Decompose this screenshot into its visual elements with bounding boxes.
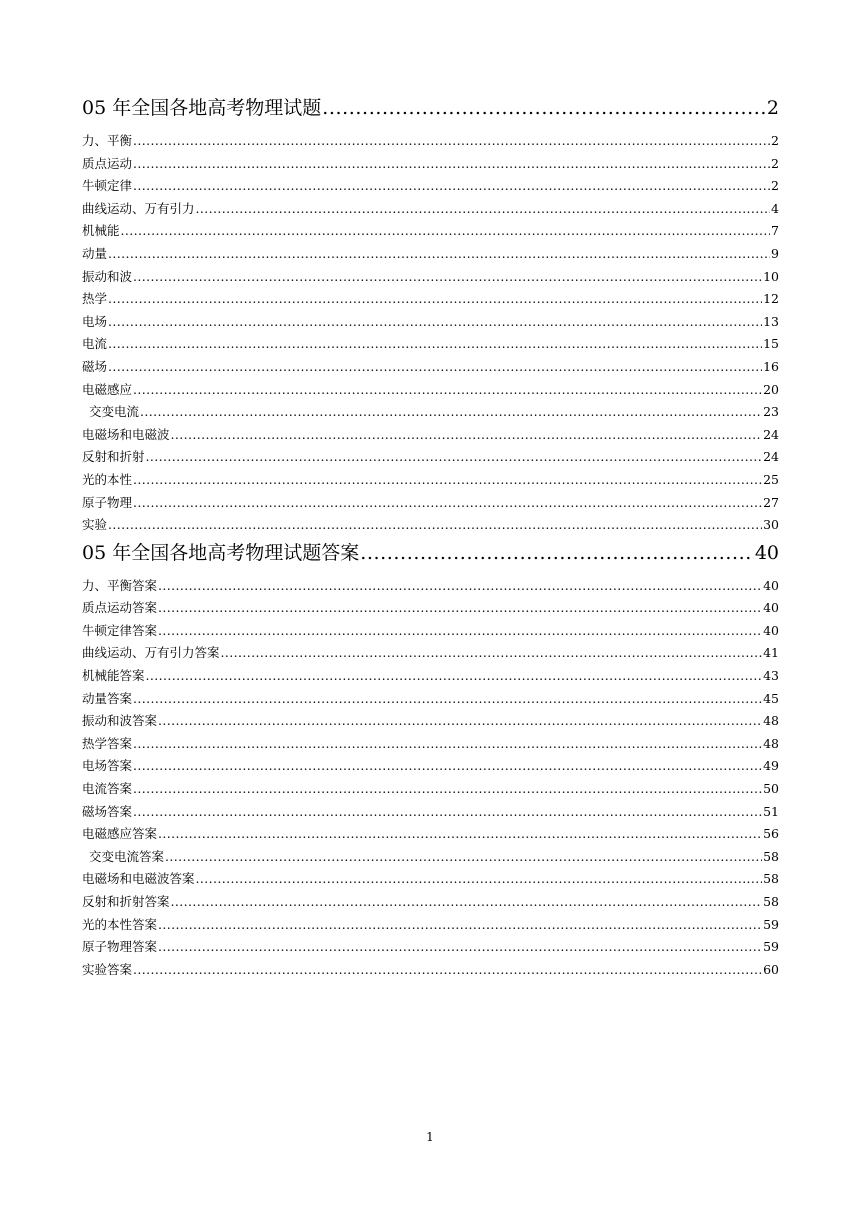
- dot-leader: [171, 891, 763, 913]
- toc-entry[interactable]: [82, 846, 779, 869]
- toc-entry-label: 力、平衡: [82, 133, 133, 148]
- dot-leader: [133, 492, 762, 514]
- dot-leader: [146, 446, 763, 468]
- toc-entry[interactable]: [82, 288, 779, 311]
- toc-entry-page: 16: [763, 358, 779, 374]
- dot-leader: [140, 401, 762, 423]
- toc-entry-page: 27: [763, 494, 779, 510]
- toc-entry-label: 磁场: [82, 358, 108, 374]
- dot-leader: [133, 130, 770, 152]
- toc-entry-page: 41: [763, 645, 779, 661]
- toc-entry[interactable]: [82, 801, 779, 824]
- dot-leader: [133, 379, 762, 401]
- toc-heading-title: 05 年全国各地高考物理试题答案: [82, 541, 360, 564]
- toc-heading-page: 2: [766, 97, 779, 119]
- dot-leader: [133, 469, 762, 491]
- toc-entry-page: 40: [763, 577, 779, 593]
- toc-entry[interactable]: [82, 642, 779, 665]
- dot-leader: [196, 868, 763, 890]
- toc-heading[interactable]: [82, 92, 779, 130]
- toc-entry-page: 40: [763, 600, 779, 616]
- toc-entry-page: 58: [763, 848, 779, 864]
- toc-entry-page: 58: [763, 871, 779, 887]
- toc-entry[interactable]: [82, 575, 779, 598]
- toc-entry-label: 振动和波: [82, 268, 133, 284]
- toc-entry-label: 电磁场和电磁波答案: [82, 871, 195, 887]
- toc-entry-page: 23: [763, 404, 779, 420]
- dot-leader: [133, 778, 762, 800]
- toc-entry-page: 58: [763, 894, 779, 909]
- toc-entry-page: 24: [763, 426, 779, 442]
- toc-entry-label: 电流答案: [82, 781, 133, 797]
- toc-entry-page: 13: [763, 313, 779, 329]
- toc-entry[interactable]: [82, 401, 779, 424]
- toc-entry-label: 热学答案: [82, 735, 133, 751]
- toc-entry[interactable]: [82, 153, 779, 176]
- toc-entry[interactable]: [82, 266, 779, 289]
- toc-entry[interactable]: [82, 891, 779, 914]
- dot-leader: [108, 311, 762, 333]
- toc-heading[interactable]: [82, 537, 779, 575]
- toc-entry-page: 59: [763, 939, 779, 955]
- toc-entry[interactable]: [82, 130, 779, 153]
- toc-entry-page: 48: [763, 735, 779, 751]
- toc-entry-label: 实验: [82, 517, 108, 533]
- dot-leader: [158, 823, 762, 845]
- toc-entry-page: 25: [763, 471, 779, 487]
- dot-leader: [158, 710, 762, 732]
- toc-entry-page: 10: [763, 268, 779, 284]
- table-of-contents: [82, 92, 779, 981]
- toc-entry-page: 43: [763, 668, 779, 684]
- toc-entry-label: 牛顿定律答案: [82, 622, 158, 638]
- toc-entry[interactable]: [82, 311, 779, 334]
- toc-entry-page: 2: [771, 133, 779, 148]
- dot-leader: [133, 755, 762, 777]
- toc-entry[interactable]: [82, 514, 779, 537]
- toc-entry[interactable]: [82, 597, 779, 620]
- toc-entry-label: 电磁感应: [82, 381, 133, 397]
- toc-entry-page: 9: [771, 245, 779, 261]
- toc-entry-page: 51: [763, 803, 779, 819]
- toc-entry-page: 56: [763, 826, 779, 842]
- toc-entry-page: 15: [763, 336, 779, 352]
- toc-entry[interactable]: [82, 688, 779, 711]
- dot-leader: [133, 688, 762, 710]
- toc-heading-title: 05 年全国各地高考物理试题: [82, 97, 322, 119]
- dot-leader: [196, 198, 771, 220]
- toc-entry-page: 45: [763, 690, 779, 706]
- toc-entry-label: 磁场答案: [82, 803, 133, 819]
- toc-entry-label: 电场: [82, 313, 108, 329]
- dot-leader: [171, 424, 763, 446]
- dot-leader: [121, 220, 771, 242]
- toc-entry[interactable]: [82, 469, 779, 492]
- toc-entry-label: 质点运动答案: [82, 600, 158, 616]
- dot-leader: [133, 733, 762, 755]
- toc-entry-page: 59: [763, 916, 779, 932]
- toc-entry[interactable]: [82, 959, 779, 982]
- toc-entry-label: 交变电流答案: [89, 848, 165, 864]
- toc-entry-label: 反射和折射: [82, 449, 145, 465]
- toc-entry-label: 力、平衡答案: [82, 577, 158, 593]
- toc-entry-label: 电磁场和电磁波: [82, 426, 170, 442]
- toc-entry-page: 24: [763, 449, 779, 465]
- toc-entry-page: 30: [763, 517, 779, 533]
- toc-heading-page: 40: [754, 541, 779, 564]
- dot-leader: [158, 914, 762, 936]
- toc-entry-label: 实验答案: [82, 961, 133, 977]
- toc-entry-page: 7: [771, 223, 779, 239]
- dot-leader: [108, 356, 762, 378]
- toc-entry-label: 原子物理: [82, 494, 133, 510]
- toc-entry[interactable]: [82, 778, 779, 801]
- toc-entry-label: 原子物理答案: [82, 939, 158, 955]
- dot-leader: [108, 514, 762, 536]
- dot-leader: [158, 620, 762, 642]
- dot-leader: [133, 153, 770, 175]
- page-number: 1: [426, 1130, 434, 1144]
- toc-entry-page: 2: [771, 155, 779, 171]
- dot-leader: [108, 333, 762, 355]
- dot-leader: [108, 288, 762, 310]
- toc-entry[interactable]: [82, 424, 779, 447]
- dot-leader: [158, 597, 762, 619]
- toc-entry[interactable]: [82, 446, 779, 469]
- toc-entry-label: 曲线运动、万有引力答案: [82, 645, 220, 661]
- toc-entry[interactable]: [82, 914, 779, 937]
- toc-entry[interactable]: [82, 356, 779, 379]
- toc-entry-page: 2: [771, 178, 779, 194]
- toc-entry[interactable]: [82, 868, 779, 891]
- toc-entry-page: 40: [763, 622, 779, 638]
- toc-entry[interactable]: [82, 220, 779, 243]
- dot-leader: [133, 801, 762, 823]
- dot-leader: [133, 266, 762, 288]
- toc-entry-label: 动量答案: [82, 690, 133, 706]
- toc-entry-label: 牛顿定律: [82, 178, 133, 194]
- toc-entry-label: 动量: [82, 245, 108, 261]
- toc-entry-label: 电场答案: [82, 758, 133, 774]
- toc-entry-label: 反射和折射答案: [82, 894, 170, 909]
- toc-entry-label: 电流: [82, 336, 108, 352]
- toc-entry[interactable]: [82, 620, 779, 643]
- toc-entry[interactable]: [82, 198, 779, 221]
- toc-entry-label: 机械能: [82, 223, 120, 239]
- toc-entry-label: 机械能答案: [82, 668, 145, 684]
- dot-leader: [133, 175, 770, 197]
- toc-entry[interactable]: [82, 492, 779, 515]
- toc-entry-page: 4: [771, 200, 779, 216]
- toc-entry-page: 20: [763, 381, 779, 397]
- toc-entry[interactable]: [82, 823, 779, 846]
- dot-leader: [133, 959, 762, 981]
- toc-entry-label: 光的本性答案: [82, 916, 158, 932]
- dot-leader: [221, 642, 763, 664]
- toc-entry[interactable]: [82, 733, 779, 756]
- toc-entry-page: 12: [763, 291, 779, 307]
- toc-entry[interactable]: [82, 936, 779, 959]
- toc-entry-label: 振动和波答案: [82, 713, 158, 729]
- toc-entry[interactable]: [82, 333, 779, 356]
- toc-entry[interactable]: [82, 755, 779, 778]
- toc-entry-label: 质点运动: [82, 155, 133, 171]
- dot-leader: [158, 575, 762, 597]
- toc-entry[interactable]: [82, 379, 779, 402]
- toc-entry-page: 50: [763, 781, 779, 797]
- toc-entry[interactable]: [82, 175, 779, 198]
- dot-leader: [322, 92, 766, 124]
- dot-leader: [158, 936, 762, 958]
- toc-entry-page: 48: [763, 713, 779, 729]
- toc-entry[interactable]: [82, 665, 779, 688]
- dot-leader: [165, 846, 762, 868]
- toc-entry-page: 60: [763, 961, 779, 977]
- toc-entry-label: 热学: [82, 291, 108, 307]
- toc-entry[interactable]: [82, 243, 779, 266]
- dot-leader: [360, 537, 754, 569]
- toc-entry-label: 曲线运动、万有引力: [82, 200, 195, 216]
- toc-entry-label: 光的本性: [82, 471, 133, 487]
- dot-leader: [146, 665, 763, 687]
- dot-leader: [108, 243, 770, 265]
- toc-entry-label: 交变电流: [89, 404, 140, 420]
- toc-entry[interactable]: [82, 710, 779, 733]
- toc-entry-label: 电磁感应答案: [82, 826, 158, 842]
- toc-entry-page: 49: [763, 758, 779, 774]
